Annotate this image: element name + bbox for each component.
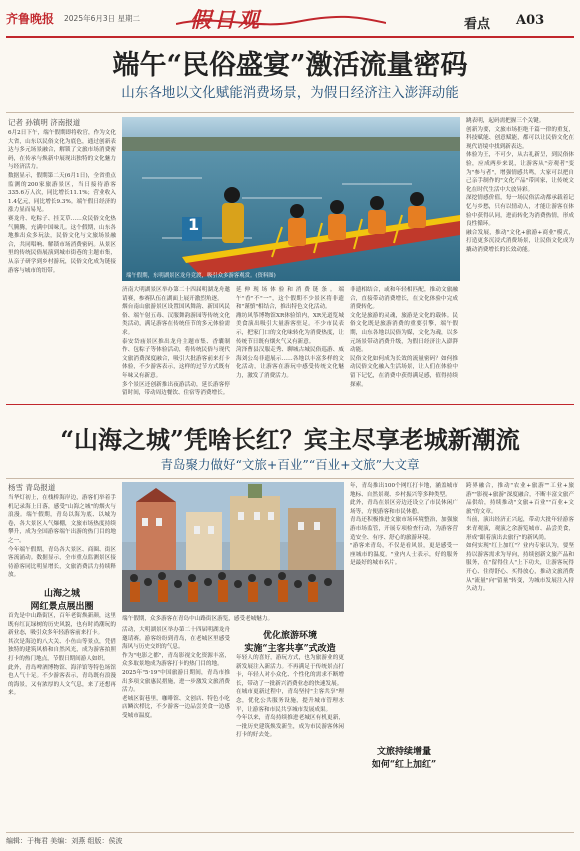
page-number: A03 <box>516 13 545 28</box>
story1-byline: 记者 孙镇明 济南报道 <box>8 118 81 127</box>
story2-byline: 杨雪 青岛报道 <box>8 483 56 492</box>
story1-photo-caption: 端午假期，东明湖景区龙舟竞渡，吸引众多游客观赏。(资料图) <box>126 273 276 279</box>
masthead-rule <box>6 36 574 38</box>
story2-column-1b: 首先是中山路街区，百年老街焕新颜，这里既有红瓦绿树的历史风貌，也有时尚潮玩的新业态，吸引众多年轻游客前来打卡。 其次是海边的八大关、小鱼山等景点，凭借独特的建筑风格和自然风光，成为游客拍照打卡的热门地点，节假日期间游人如织。 此外，青岛啤酒博物馆、海洋馆等特色场馆也人气十足。不少游客表示，青岛既有浪漫的海景，又有浓厚的人文气息，来了还想再来。 <box>8 613 116 697</box>
issue-date: 2025年6月3日 星期二 <box>64 14 141 23</box>
section-name: 看点 <box>464 17 491 32</box>
masthead <box>0 0 580 40</box>
story1-column-4: 非遗相结合，或和年轻相匹配，推动文旅融合，直接带动消费增长，在文化体验中完成消费转化。 文化是旅游的灵魂，旅游是文化的载体。民俗文化既是旅游消费的重要引擎，端午假期，山东各地以民俗为媒，文化为魂，以多元场景带动消费升级，为假日经济注入澎湃动能。 民俗文化如何成为长效的流量密码？如何推动民俗文化融入生活场景，让人们在体验中留下记忆，在消费中获得满足感，值得持续探索。 <box>350 287 458 388</box>
newspaper-brand: 齐鲁晚报 <box>6 12 55 26</box>
story2-crosshead-2: 优化旅游环境 实施“主客共享”式改造 <box>244 631 336 654</box>
old-town-street-image <box>122 482 344 612</box>
story1-subhead: 山东各地以文化赋能消费场景，为假日经济注入澎湃动能 <box>121 85 459 101</box>
story2-column-3: 年轻人的喜好，游玩方式，也为旅游业的更新发展注入新活力。不再满足于传统景点打卡，年轻人对小众化、个性化的需求不断增长，带动了一批新兴消费业态的快速发展。 在城市更新过程中，青岛坚持"主客共享"理念，优化公共服务设施，提升城市管理水平，让游客和市民共享城市发展成果。 今年以来，青岛持续推进老城区有机更新，一批历史建筑焕发新生，成为市民游客休闲打卡的好去处。 <box>236 655 344 739</box>
footer-editors: 编辑：于梅君 美编：刘燕 组版：侯波 <box>6 837 123 845</box>
story1-column-1: 6月2日下午，端午假期即将收官，作为文化大省，山东以民俗文化为底色，通过创新表达与多元场景融合，解锁了文旅市场消费密码，在传承与焕新中展现出独特的文化魅力与经济活力。 数据显示，假期第二天(6月1日)，全省重点监测的200家旅游景区，当日接待游客335.6万人次，同比增长11.1%；营业收入1.4亿元，同比增长9.3%。端午假日经济的涨力显而易见。 赛龙舟、吃粽子、挂艾草……众民俗文化热气腾腾，充满中国味儿。这个假期，山东各地推出众多玩法，民俗文化与文旅场景融合，共同唱响、解锁市场消费密码。从景区里的传统民俗展演到城市街巷的主题市集，从亲子研学到乡村游玩，民俗文化成为链接游客与城市的纽带。 <box>8 130 116 274</box>
story2-divider <box>6 478 574 479</box>
boat-number-sign: 1 <box>188 215 200 234</box>
story2-photo <box>122 482 344 612</box>
story1-headline: 端午“民俗盛宴”激活流量密码 <box>112 50 468 81</box>
story2-column-1: 当华灯初上，在栈桥海岸边，游客们举着手机记录海上日落，感受"山海之城"的烟火与浪漫。端午假期，青岛以海为底、以城为卷，各大景区人气爆棚，文旅市场热度持续攀升，成为全国游客端午出游的热门目的地之一。 今年端午假期，青岛各大景区、商圈、街区客流涌动。数据显示，全市重点监测景区接待游客同比明显增长，文旅消费活力持续释放。 <box>8 495 116 579</box>
story-separator <box>6 404 574 405</box>
story1-column-5: 跳表明，起码需把握三个关键。 创新为要，文旅市场拒绝千篇一律的重复，科技赋能、创意赋能，都可以让民俗文化在现代语境中找到新表达。 体验为王，不可少，从古礼新呈，到民俗体验，应成两步来说，让游客从"旁观者"变为"参与者"，增强情感共鸣，大家可以把自己亲手制作的"文化产品"带回家，让传统文化在时代生活中大放异彩。 深挖情感价值，每一场民俗活动都承载着记忆与乡愁，只有以情动人，才能让游客在体验中获得认同，进而转化为消费热情，形成良性循环。 融合发展，推动"文化+旅游+商业"模式，打造更多沉浸式消费场景，让民俗文化成为撬动消费增长的长效动能。 <box>466 118 574 253</box>
story1-column-3: 延伸现场体验和消费链条。端午"香"不"一"，这个假期不少景区将非遗和"谨慎"相结合，推出特色文化活动。 潍坊风筝博物馆XR体验馆内，XR光道览城美食演出吸引大量游客驻足。不少市民表示，把家门口的文化味转化为消费热度，让传统节日既有烟火气又有新意。 菏泽曹县汉服走秀、聊城古城民俗巡游、威海刘公岛非遗展示……各地以丰富多样的文化活动，让游客在游玩中感受传统文化魅力，激发了消费活力。 <box>236 287 344 379</box>
story2-crosshead-1: 山海之城 网红景点展出圈 <box>30 589 94 612</box>
story2-column-4: 年，青岛推出100个网红打卡地，涵盖城市地标、自然景观、乡村振兴等多种类型。 此外，青岛在景区旁边还设立了市民休闲广场等，方便游客和市民休憩。 青岛还积极推进文旅市场环境整治，加强旅游市场监管，开展专项检查行动，为游客营造安全、有序、舒心的旅游环境。 "游客来青岛，不仅是看风景，更是感受一座城市的温度。"业内人士表示，好的服务是最好的城市名片。 <box>350 483 458 567</box>
story2-column-2: 活动，大明湖景区举办第二十四届明湖龙舟邀请赛。游客纷纷到青岛，在老城区里感受海风与历史交织的气息。 作为"电影之都"，青岛影视文化资源丰富，众多取景地成为游客打卡的热门目的地。 2025年"5·19"中国旅游日期间，青岛市推出多项文旅惠民措施，进一步激发文旅消费活力。 老城区街巷里，咖啡馆、文创店、特色小吃店鳞次栉比，不少游客一边品尝美食一边感受城市温度。 <box>122 627 230 719</box>
story2-subhead: 青岛聚力做好“文旅+百业”“百业+文旅”大文章 <box>160 457 420 472</box>
story1-column-2: 济南大明湖景区举办第二十四届明湖龙舟邀请赛，参赛队伍在湖面上展开激烈角逐。 烟台南山旅游景区设置国风舞韵、新国风民俗、端午射五毒、汉服舞韵游园等传统文化类活动，满足游客在传统佳节的多元体验需求。 泰安岱庙景区推出龙舟主题市集、香囊制作、包粽子等体验活动，将传统民俗与现代文旅消费深度融合，吸引大批游客前来打卡体验，不少游客表示，这样的过节方式既有年味又有新意。 多个景区还创新推出夜游活动，延长游客停留时间，带动周边餐饮、住宿等消费增长。 <box>122 287 230 397</box>
story2-column-5: 跨界融合，推动"农业+旅游""工业+旅游""影视+旅游"深度融合，不断丰富文旅产品供给，持续推动"文旅+百业""百业+文旅"的文章。 当前，演出经济正兴起，带动大批年轻游客来青观演，观演之余游览城市、品尝美食，形成"跟着演出去旅行"的新风尚。 如何实现"红上加红"？业内专家认为，要坚持以游客需求为导向，持续创新文旅产品和服务，在"留得住人"上下功夫，让游客玩得开心、住得舒心、买得放心，推动文旅消费从"流量"向"留量"转变，为城市发展注入持久动力。 <box>466 483 574 593</box>
footer-rule <box>6 832 574 833</box>
story1-photo <box>122 117 460 281</box>
story1-divider <box>6 112 574 113</box>
supplement-logo: 假日观 <box>190 7 262 32</box>
story2-photo-caption: 端午假期，众多游客在青岛中山路街区游览，感受老城魅力。 <box>122 616 274 622</box>
story2-crosshead-3: 文旅持续增量 如何“红上加红” <box>371 747 437 770</box>
dragon-boat-race-image <box>122 117 460 281</box>
story2-headline: “山海之城”凭啥长红？宾主尽享老城新潮流 <box>60 425 520 454</box>
